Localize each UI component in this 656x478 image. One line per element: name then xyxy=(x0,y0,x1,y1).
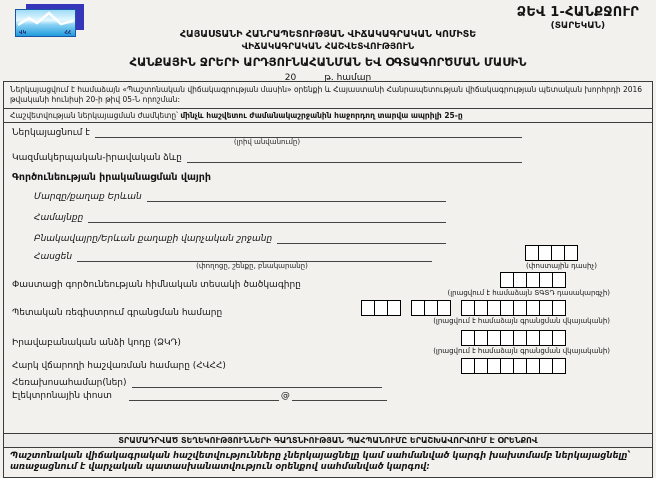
form-body xyxy=(3,122,653,434)
code-cell[interactable] xyxy=(513,300,527,316)
code-cell[interactable] xyxy=(500,358,514,374)
postal-hint: (փոստային դասիչ) xyxy=(526,262,597,271)
logo-chart-icon xyxy=(15,9,76,37)
cell-group xyxy=(461,300,566,316)
code-cell[interactable] xyxy=(474,330,488,346)
deadline-note xyxy=(3,108,653,123)
register-label: Պետական ռեգիստրում գրանցման համարը xyxy=(12,307,223,318)
code-cell[interactable] xyxy=(539,300,553,316)
phone-label: Հեռախոսահամար(ներ) xyxy=(12,378,127,389)
register-code-cells[interactable] xyxy=(361,300,566,316)
phone-input-line[interactable] xyxy=(132,377,382,388)
code-cell[interactable] xyxy=(526,330,540,346)
code-cell[interactable] xyxy=(552,272,566,288)
settlement-label: Բնակավայրը/Երևան քաղաքի վարչական շրջանը xyxy=(34,234,273,245)
code-cell[interactable] xyxy=(539,272,553,288)
code-cell[interactable] xyxy=(526,300,540,316)
settlement-input-line[interactable] xyxy=(277,233,446,244)
address-label: Հասցեն xyxy=(34,252,73,263)
code-cell[interactable] xyxy=(552,330,566,346)
year-input-gap[interactable] xyxy=(299,74,321,84)
presenter-row xyxy=(12,127,522,138)
legal-form-input-line[interactable] xyxy=(187,152,522,163)
code-cell[interactable] xyxy=(551,245,565,261)
logo-letters-left: ՎԿ xyxy=(19,30,27,36)
cell-group xyxy=(411,300,451,316)
code-cell[interactable] xyxy=(552,358,566,374)
form-title: ՀԱՆՔԱՅԻՆ ՋՐԵՐԻ ԱՐԴՅՈՒՆԱՀԱՆՄԱՆ ԵՎ ՕԳՏԱԳՈՐԾՄԱՆ ՄԱՍԻՆ xyxy=(129,55,527,70)
marz-label: Մարզը/քաղաք Երևան xyxy=(34,192,142,203)
presenter-label: Ներկայացնում է xyxy=(12,128,90,139)
email-local-input-line[interactable] xyxy=(129,390,279,401)
tin-row xyxy=(12,358,644,374)
legal-code-row xyxy=(12,330,644,355)
code-cell[interactable] xyxy=(500,272,514,288)
activity-code-block xyxy=(447,272,610,298)
code-cell[interactable] xyxy=(487,300,501,316)
tin-code-cells[interactable] xyxy=(461,358,566,374)
code-cell[interactable] xyxy=(461,358,475,374)
legal-basis-note xyxy=(3,81,653,109)
legal-code-hint: (լրացվում է համաձայն գրանցման վկայականի) xyxy=(433,347,610,356)
register-row xyxy=(12,300,644,325)
legal-form-label: Կազմակերպական-իրավական ձևը xyxy=(12,153,182,164)
tin-code-block xyxy=(461,358,566,374)
legal-code-label: Իրավաբանական անձի կոդը (ՁԿԴ) xyxy=(12,337,181,348)
register-code-block xyxy=(361,300,610,326)
community-label: Համայնքը xyxy=(34,213,84,224)
legal-code-block xyxy=(433,330,610,356)
code-cell[interactable] xyxy=(526,358,540,374)
code-cell[interactable] xyxy=(437,300,451,316)
cell-group xyxy=(500,272,566,288)
code-cell[interactable] xyxy=(411,300,425,316)
form-code-block xyxy=(517,5,639,31)
email-domain-input-line[interactable] xyxy=(292,390,387,401)
legal-code-cells[interactable] xyxy=(461,330,566,346)
code-cell[interactable] xyxy=(487,358,501,374)
code-cell[interactable] xyxy=(513,272,527,288)
email-label: Էլեկտրոնային փոստ xyxy=(12,391,112,402)
logo-letters xyxy=(16,30,75,36)
email-row xyxy=(12,390,644,401)
warning-note xyxy=(3,447,653,478)
address-block xyxy=(12,251,644,270)
community-row xyxy=(34,212,446,223)
code-cell[interactable] xyxy=(461,300,475,316)
marz-input-line[interactable] xyxy=(147,191,446,202)
register-hint: (լրացվում է համաձայն գրանցման վկայականի) xyxy=(433,317,610,326)
code-cell[interactable] xyxy=(461,330,475,346)
confidentiality-text: ՏՐԱՄԱԴՐՎԱԾ ՏԵՂԵԿՈՒԹՅՈՒՆՆԵՐԻ ԳԱՂՏՆԻՈՒԹՅԱՆ ՊԱՀՊԱՆՈՒՄԸ ԵՐԱՇԽԱՎՈՐՎՈՒՄ Է ՕՐԵՆՔՈՎ xyxy=(118,435,538,445)
legal-basis-text: Ներկայացվում է համաձայն «Պաշտոնական վիճակագրության մասին» օրենքի և Հայաստանի Հանրապետության վիճակագրության պետական խորհրդի 2016 թվականի հունիսի 20-ի թիվ 05-Ն որոշման: xyxy=(10,85,643,105)
year-line xyxy=(3,73,653,84)
report-kind: ՎԻՃԱԿԱԳՐԱԿԱՆ ՀԱՇՎԵՏՎՈՒԹՅՈՒՆ xyxy=(241,41,415,52)
postal-code-block xyxy=(525,245,597,271)
activity-label: Փաստացի գործունեության հիմնական տեսակի ծածկագիրը xyxy=(12,279,301,290)
cell-group xyxy=(461,330,566,346)
form-code: ՁԵՎ 1-ՀԱՆՔՋՈՒՐ xyxy=(516,5,639,20)
code-cell[interactable] xyxy=(564,245,578,261)
presenter-input-line[interactable] xyxy=(95,127,522,138)
confidentiality-bar xyxy=(3,433,653,448)
org-name: ՀԱՅԱՍՏԱՆԻ ՀԱՆՐԱՊԵՏՈՒԹՅԱՆ ՎԻՃԱԿԱԳՐԱԿԱՆ ԿՈՄԻՏԵ xyxy=(179,29,477,40)
tin-label: Հարկ վճարողի հաշվառման համարը (ՀՎՀՀ) xyxy=(12,361,226,372)
code-cell[interactable] xyxy=(361,300,375,316)
legal-form-row xyxy=(12,152,522,163)
address-input-line[interactable] xyxy=(77,251,432,262)
location-heading: Գործունեության իրականացման վայրի xyxy=(12,172,211,184)
activity-row xyxy=(12,272,644,297)
code-cell[interactable] xyxy=(374,300,388,316)
community-input-line[interactable] xyxy=(88,212,446,223)
code-cell[interactable] xyxy=(500,300,514,316)
address-row xyxy=(34,251,432,262)
deadline-prefix: Հաշվետվության ներկայացման ժամկետը՝ xyxy=(10,111,181,121)
cell-group xyxy=(461,358,566,374)
activity-hint: (լրացվում է համաձայն ՏԳՏԴ դասակարգչի) xyxy=(447,289,610,298)
code-cell[interactable] xyxy=(539,330,553,346)
code-cell[interactable] xyxy=(513,330,527,346)
year-suffix: թ. համար xyxy=(324,72,372,83)
logo-letters-right: ՀՀ xyxy=(64,30,71,36)
code-cell[interactable] xyxy=(538,245,552,261)
presenter-hint: (լրիվ անվանումը) xyxy=(233,138,301,147)
code-cell[interactable] xyxy=(513,358,527,374)
form-header xyxy=(3,0,653,82)
code-cell[interactable] xyxy=(552,300,566,316)
address-hint: (փողոցը, շենքը, բնակարանը) xyxy=(196,262,308,271)
deadline-bold: մինչև հաշվետու ժամանակաշրջանին հաջորդող տարվա ապրիլի 25-ը xyxy=(180,111,463,121)
settlement-row xyxy=(34,233,446,244)
cell-group xyxy=(525,245,578,261)
cell-group xyxy=(361,300,401,316)
code-cell[interactable] xyxy=(474,300,488,316)
code-cell[interactable] xyxy=(487,330,501,346)
code-cell[interactable] xyxy=(539,358,553,374)
warning-text: Պաշտոնական վիճակագրական հաշվետվությունները չներկայացնելը կամ սահմանված կարգի խախտմամբ ներկայացնելը՝ առաջացնում է վարչական պատասխանատվություն օրենքով սահմանված կարգով: xyxy=(10,450,631,472)
armstat-logo xyxy=(15,4,87,40)
code-cell[interactable] xyxy=(526,272,540,288)
code-cell[interactable] xyxy=(474,358,488,374)
code-cell[interactable] xyxy=(500,330,514,346)
code-cell[interactable] xyxy=(387,300,401,316)
postal-code-cells[interactable] xyxy=(525,245,578,261)
marz-row xyxy=(34,191,446,202)
year-prefix: 20 xyxy=(284,72,297,83)
activity-code-cells[interactable] xyxy=(500,272,566,288)
code-cell[interactable] xyxy=(424,300,438,316)
form-period: (ՏԱՐԵԿԱՆ) xyxy=(550,21,606,31)
email-at-sign: @ xyxy=(280,391,290,402)
phone-row xyxy=(12,377,644,388)
code-cell[interactable] xyxy=(525,245,539,261)
